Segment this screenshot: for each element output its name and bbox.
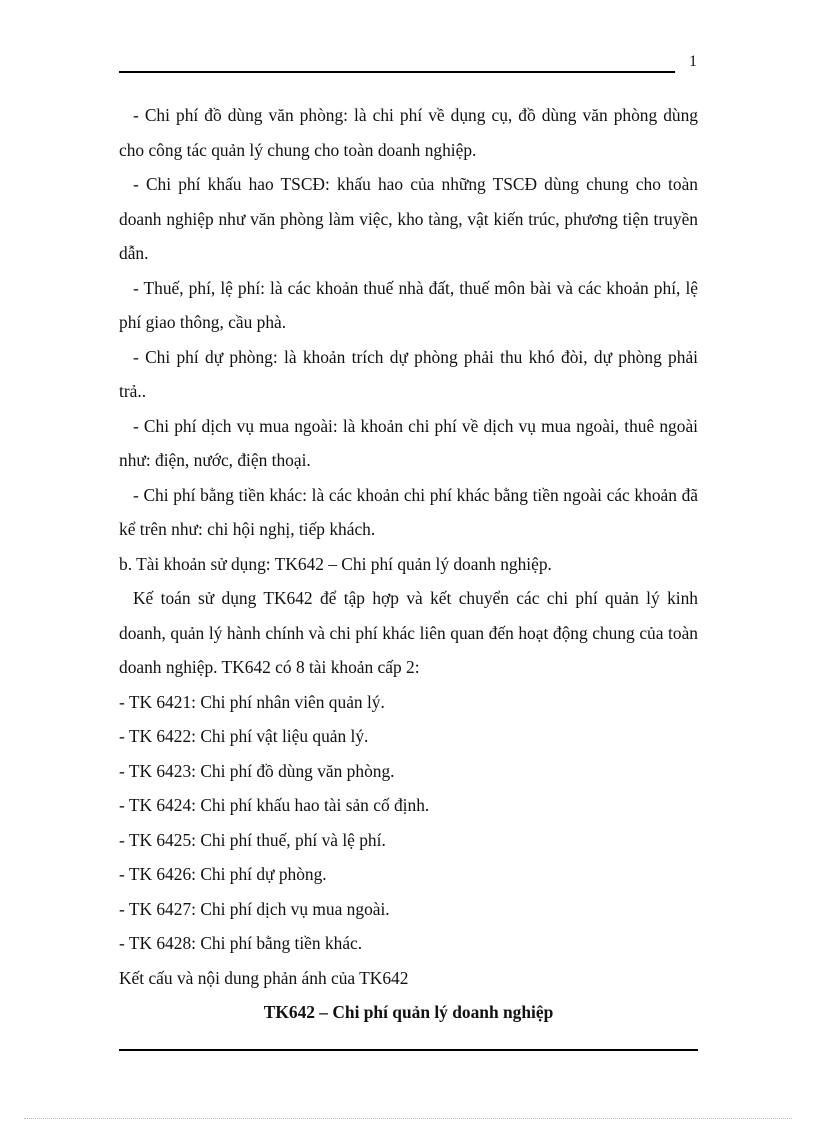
list-item: - TK 6425: Chi phí thuế, phí và lệ phí. (119, 829, 386, 850)
page-number: 1 (689, 53, 697, 70)
list-item: - TK 6426: Chi phí dự phòng. (119, 864, 327, 884)
paragraph-office-supplies: - Chi phí đồ dùng văn phòng: là chi phí về dụng cụ, đồ dùng văn phòng dùng cho công tác quản lý chung cho toàn doanh nghiệp. (119, 105, 698, 160)
sub-account-list (119, 685, 698, 961)
list-item: - TK 6424: Chi phí khấu hao tài sản cố định. (119, 795, 430, 815)
paragraph-accounting-usage: Kế toán sử dụng TK642 để tập hợp và kết chuyển các chi phí quản lý kinh doanh, quản lý hành chính và chi phí khác liên quan đến hoạt động chung của toàn doanh nghiệp. TK642 có 8 tài khoản cấp 2: (119, 588, 698, 677)
section-heading: TK642 – Chi phí quản lý doanh nghiệp (263, 1002, 554, 1022)
footer-rule (119, 1049, 698, 1051)
paragraph-account-used: b. Tài khoản sử dụng: TK642 – Chi phí quản lý doanh nghiệp. (119, 553, 552, 574)
paragraph-taxes-fees: - Thuế, phí, lệ phí: là các khoản thuế nhà đất, thuế môn bài và các khoản phí, lệ phí giao thông, cầu phà. (119, 277, 698, 332)
list-item: - TK 6423: Chi phí đồ dùng văn phòng. (119, 760, 395, 781)
list-item: - TK 6421: Chi phí nhân viên quản lý. (119, 691, 385, 712)
document-body (119, 98, 698, 1030)
header-rule (119, 71, 675, 73)
list-item: - TK 6422: Chi phí vật liệu quản lý. (119, 726, 369, 746)
list-item: - TK 6427: Chi phí dịch vụ mua ngoài. (119, 898, 390, 919)
page-edge (24, 1118, 792, 1119)
structure-intro: Kết cấu và nội dung phản ánh của TK642 (119, 967, 409, 988)
paragraph-depreciation: - Chi phí khấu hao TSCĐ: khấu hao của những TSCĐ dùng chung cho toàn doanh nghiệp như văn phòng làm việc, kho tàng, vật kiến trúc, phương tiện truyền dẫn. (119, 174, 698, 263)
paragraph-other-cash-expenses: - Chi phí bằng tiền khác: là các khoản chi phí khác bằng tiền ngoài các khoản đã kể trên như: chi hội nghị, tiếp khách. (119, 484, 698, 539)
paragraph-outsourced-services: - Chi phí dịch vụ mua ngoài: là khoản chi phí về dịch vụ mua ngoài, thuê ngoài như: điện, nước, điện thoại. (119, 415, 698, 470)
paragraph-provisions: - Chi phí dự phòng: là khoản trích dự phòng phải thu khó đòi, dự phòng phải trả.. (119, 346, 698, 401)
list-item: - TK 6428: Chi phí bằng tiền khác. (119, 933, 363, 953)
